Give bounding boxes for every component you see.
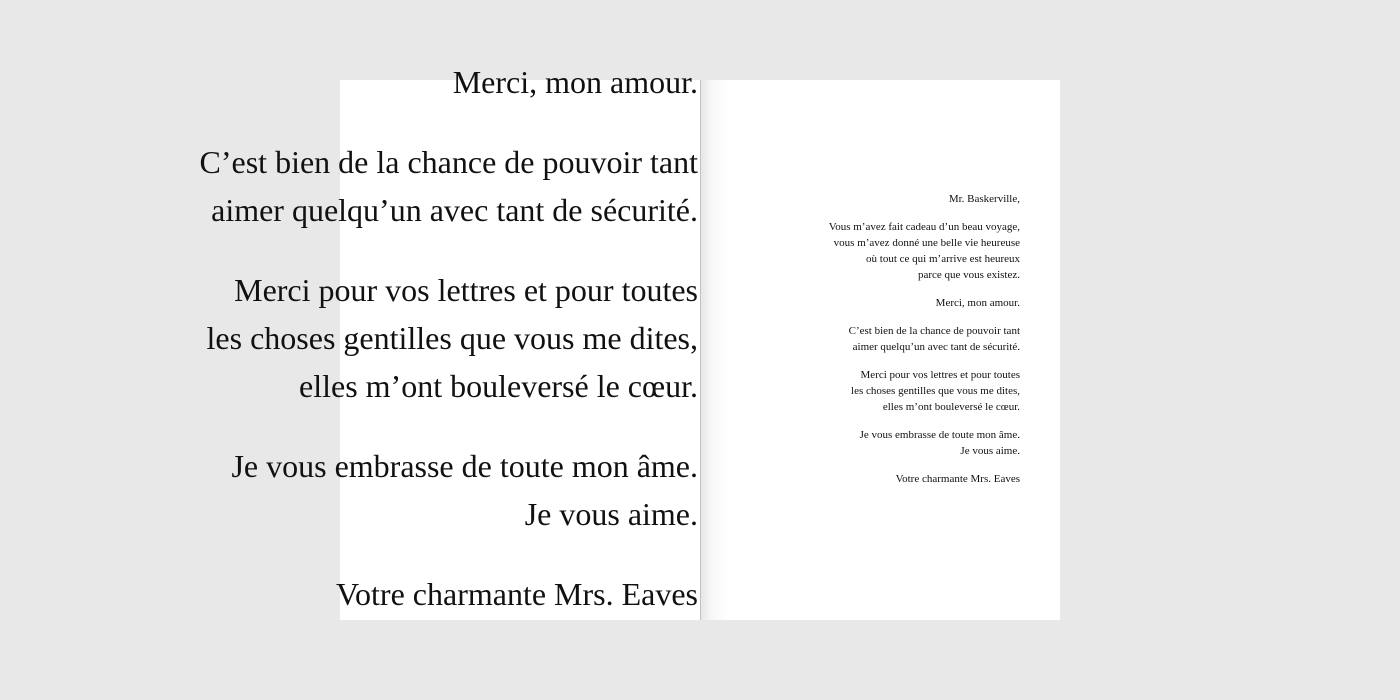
letter-line: Votre charmante Mrs. Eaves [895, 473, 1020, 485]
zoomed-line: Je vous aime. [524, 496, 698, 532]
book-spine [700, 80, 701, 620]
letter-line: Merci, mon amour. [935, 297, 1020, 309]
zoomed-line: Merci pour vos lettres et pour toutes [234, 272, 698, 308]
right-page-letter [700, 80, 1060, 620]
letter-line: Vous m’avez fait cadeau d’un beau voyage, [828, 221, 1020, 233]
letter-line: les choses gentilles que vous me dites, [851, 385, 1020, 397]
zoomed-paragraph-4 [0, 266, 698, 410]
letter-line: Je vous embrasse de toute mon âme. [859, 429, 1020, 441]
letter-greeting [740, 191, 1020, 207]
letter-line: elles m’ont bouleversé le cœur. [882, 401, 1020, 413]
letter-paragraph-4 [740, 367, 1020, 415]
zoomed-line: elles m’ont bouleversé le cœur. [299, 368, 698, 404]
zoomed-line: les choses gentilles que vous me dites, [206, 320, 698, 356]
letter-signature [740, 471, 1020, 487]
left-page-zoomed [199, 64, 700, 620]
zoomed-paragraph-5 [0, 442, 698, 538]
letter-line: Je vous aime. [960, 445, 1020, 457]
zoomed-line: Merci, mon amour. [452, 64, 698, 100]
letter-paragraph-2 [740, 295, 1020, 311]
letter-line: où tout ce qui m’arrive est heureux [866, 253, 1020, 265]
letter-line: Merci pour vos lettres et pour toutes [860, 369, 1020, 381]
zoomed-paragraph-2 [0, 58, 698, 106]
letter-line: parce que vous existez. [917, 269, 1020, 281]
zoomed-line: aimer quelqu’un avec tant de sécurité. [211, 192, 698, 228]
letter-line: C’est bien de la chance de pouvoir tant [848, 325, 1020, 337]
letter-paragraph-3 [740, 323, 1020, 355]
letter-line: aimer quelqu’un avec tant de sécurité. [852, 341, 1020, 353]
letter-paragraph-1 [740, 219, 1020, 283]
zoomed-line: Votre charmante Mrs. Eaves [336, 576, 698, 612]
zoomed-signature [0, 570, 698, 618]
book-spread [199, 64, 1060, 620]
zoomed-line: Je vous embrasse de toute mon âme. [231, 448, 698, 484]
letter-text [740, 191, 1020, 499]
zoomed-letter-text [0, 58, 698, 650]
letter-line: vous m’avez donné une belle vie heureuse [833, 237, 1020, 249]
letter-paragraph-5 [740, 427, 1020, 459]
zoomed-paragraph-3 [0, 138, 698, 234]
letter-line: Mr. Baskerville, [948, 193, 1020, 205]
zoomed-line: C’est bien de la chance de pouvoir tant [199, 144, 698, 180]
